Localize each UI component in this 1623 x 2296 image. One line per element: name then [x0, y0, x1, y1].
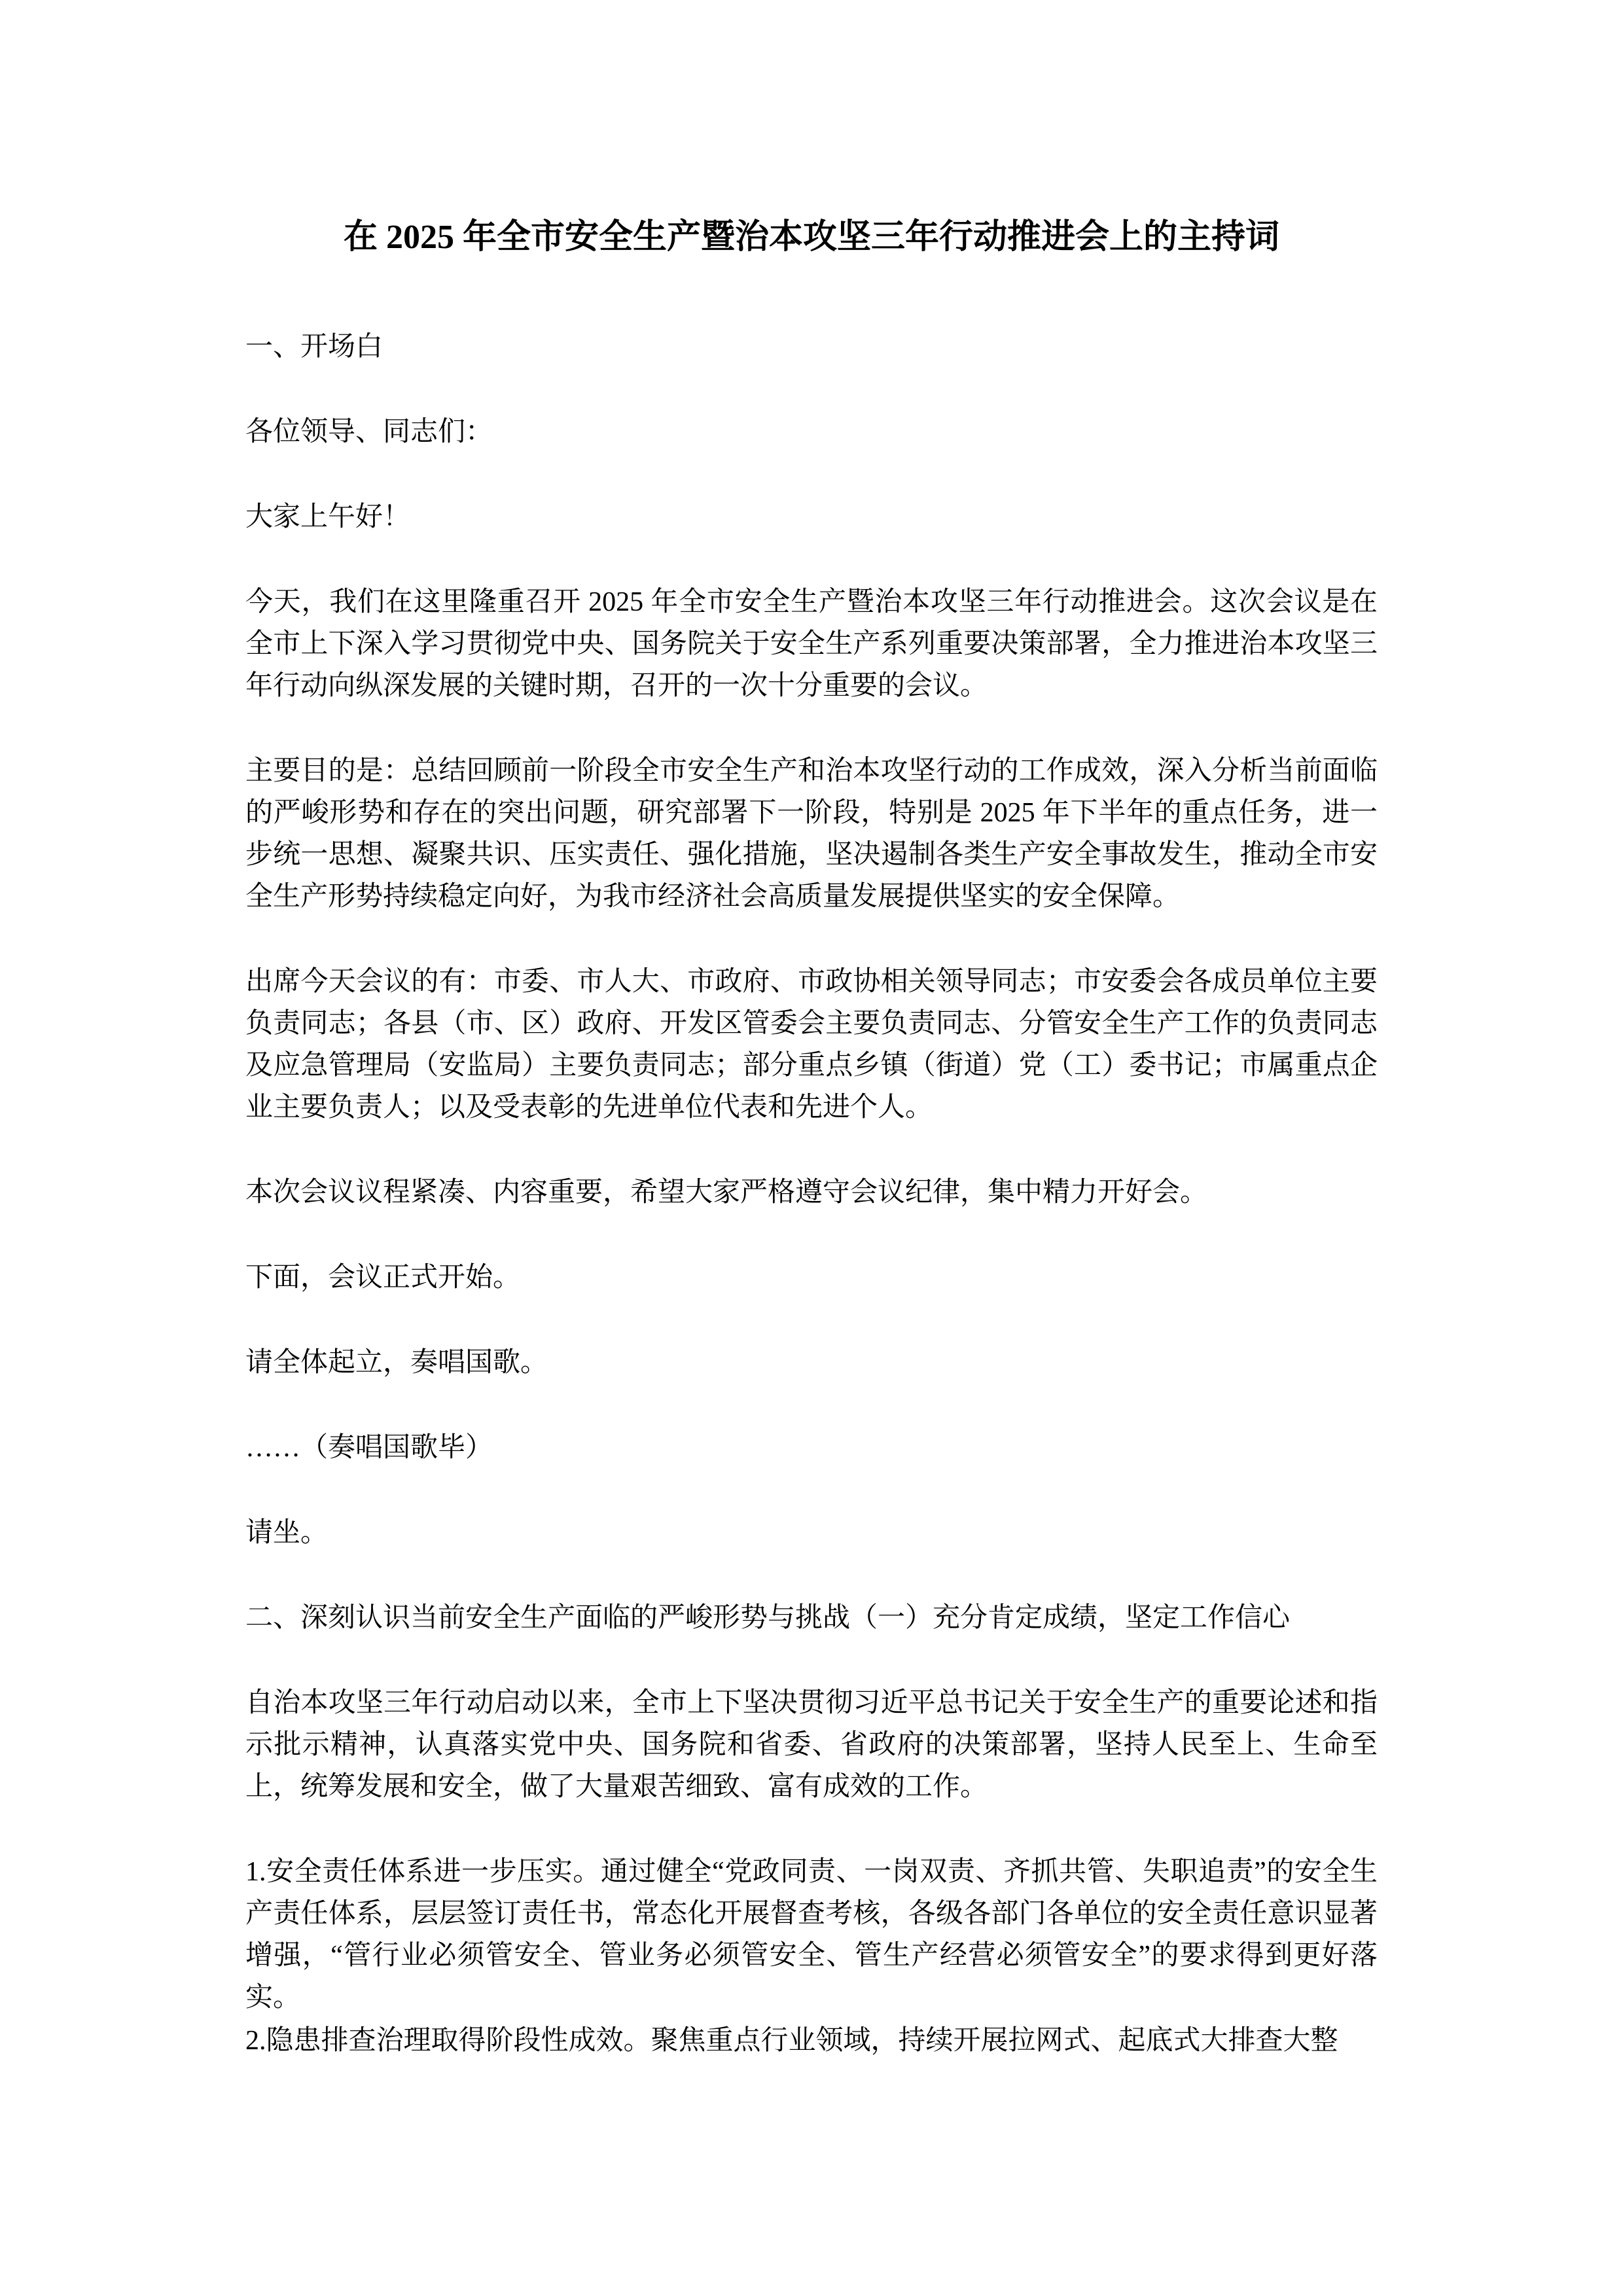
paragraph-meeting-start: 下面，会议正式开始。: [245, 1263, 521, 1293]
paragraph-point-1-responsibility-system: 1.安全责任体系进一步压实。通过健全“党政同责、一岗双责、齐抓共管、失职追责”的安全生产责任体系，层层签订责任书，常态化开展督查考核，各级各部门各单位的安全责任意识显著增强，“管行业必须管安全、管业务必须管安全、管生产经营必须管安全”的要求得到更好落实。: [245, 1857, 1378, 2013]
paragraph-meeting-opening: 今天，我们在这里隆重召开 2025 年全市安全生产暨治本攻坚三年行动推进会。这次会议是在全市上下深入学习贯彻党中央、国务院关于安全生产系列重要决策部署，全力推进治本攻坚三年行动向纵深发展的关键时期，召开的一次十分重要的会议。: [245, 587, 1378, 701]
paragraph-action-review: 自治本攻坚三年行动启动以来，全市上下坚决贯彻习近平总书记关于安全生产的重要论述和指示批示精神，认真落实党中央、国务院和省委、省政府的决策部署，坚持人民至上、生命至上，统筹发展和安全，做了大量艰苦细致、富有成效的工作。: [245, 1688, 1378, 1802]
paragraph-greeting: 大家上午好！: [245, 502, 411, 532]
paragraph-salutation: 各位领导、同志们：: [245, 417, 493, 447]
paragraph-agenda-discipline: 本次会议议程紧凑、内容重要，希望大家严格遵守会议纪律，集中精力开好会。: [245, 1177, 1208, 1208]
paragraph-point-2-hazard-inspection: 2.隐患排查治理取得阶段性成效。聚焦重点行业领域，持续开展拉网式、起底式大排查大整: [245, 2026, 1338, 2056]
section-2-heading: 二、深刻认识当前安全生产面临的严峻形势与挑战（一）充分肯定成绩，坚定工作信心: [245, 1603, 1291, 1633]
paragraph-meeting-purpose: 主要目的是：总结回顾前一阶段全市安全生产和治本攻坚行动的工作成效，深入分析当前面临的严峻形势和存在的突出问题，研究部署下一阶段，特别是 2025 年下半年的重点任务，进一步统一思想、凝聚共识、压实责任、强化措施，坚决遏制各类生产安全事故发生，推动全市安全生产形势持续稳定向好，为我市经济社会高质量发展提供坚实的安全保障。: [245, 756, 1378, 912]
section-1-heading: 一、开场白: [245, 332, 383, 362]
paragraph-attendees: 出席今天会议的有：市委、市人大、市政府、市政协相关领导同志；市安委会各成员单位主要负责同志；各县（市、区）政府、开发区管委会主要负责同志、分管安全生产工作的负责同志及应急管理局（安监局）主要负责同志；部分重点乡镇（街道）党（工）委书记；市属重点企业主要负责人；以及受表彰的先进单位代表和先进个人。: [245, 967, 1378, 1122]
paragraph-national-anthem: 请全体起立，奏唱国歌。: [245, 1348, 548, 1378]
document-title: 在 2025 年全市安全生产暨治本攻坚三年行动推进会上的主持词: [343, 219, 1279, 256]
paragraph-please-sit: 请坐。: [245, 1518, 329, 1548]
paragraph-anthem-finished: ……（奏唱国歌毕）: [245, 1433, 493, 1463]
